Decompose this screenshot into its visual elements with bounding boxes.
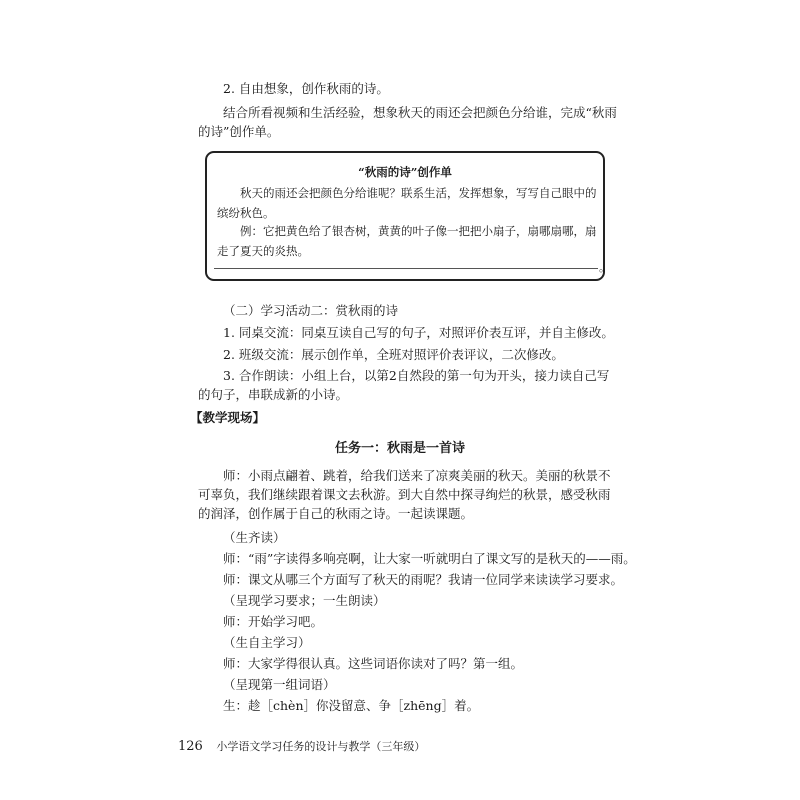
book-title: 小学语文学习任务的设计与教学（三年级） [216,740,426,753]
worksheet-title: “秋雨的诗”创作单 [358,165,452,179]
section-intro-paragraph: 结合所看视频和生活经验，想象秋天的雨还会把颜色分给谁，完成“秋雨的诗”创作单。 [198,105,617,139]
activity-item-2: 2. 班级交流：展示创作单，全班对照评价表评议，二次修改。 [223,347,564,362]
dialogue-line: 师：开始学习吧。 [223,614,324,629]
worksheet-card [205,151,610,281]
task-title: 任务一：秋雨是一首诗 [334,441,465,456]
activity-item-3: 3. 合作朗读：小组上台，以第2自然段的第一句为开头，接力读自己写的句子，串联成新的小诗。 [198,368,610,402]
worksheet-prompt: 秋天的雨还会把颜色分给谁呢？联系生活，发挥想象，写写自己眼中的缤纷秋色。 [217,186,597,220]
section-item-heading: 2. 自由想象，创作秋雨的诗。 [223,81,389,96]
page-number: 126 [178,739,203,754]
activity-heading: （二）学习活动二：赏秋雨的诗 [223,303,399,318]
classroom-label: 【教学现场】 [190,410,266,425]
dialogue-line: 师：大家学得很认真。这些词语你读对了吗？第一组。 [223,656,524,671]
dialogue-line: （呈现第一组词语） [223,677,336,692]
page-footer [178,738,425,754]
worksheet-answer-line [214,268,598,269]
dialogue-line: 生：趁［chèn］你没留意、争［zhēng］着。 [223,698,480,713]
dialogue-line: 师：课文从哪三个方面写了秋天的雨呢？我请一位同学来读读学习要求。 [223,572,624,587]
dialogue-line: （生自主学习） [223,635,311,650]
worksheet-end-mark: 。 [599,261,610,274]
dialogue-line: （呈现学习要求；一生朗读） [223,593,386,608]
dialogue-paragraph-intro: 师：小雨点翩着、跳着，给我们送来了凉爽美丽的秋天。美丽的秋景不可辜负，我们继续跟着课文去秋游。到大自然中探寻绚烂的秋景，感受秋雨的润泽，创作属于自己的秋雨之诗。一起读课题。 [198,468,611,521]
worksheet-example: 例：它把黄色给了银杏树，黄黄的叶子像一把把小扇子，扇哪扇哪，扇走了夏天的炎热。 [217,224,597,258]
dialogue-line: 师：“雨”字读得多响亮啊，让大家一听就明白了课文写的是秋天的——雨。 [223,551,636,566]
activity-item-1: 1. 同桌交流：同桌互读自己写的句子，对照评价表互评，并自主修改。 [223,325,614,340]
dialogue-line: （生齐读） [223,530,286,545]
